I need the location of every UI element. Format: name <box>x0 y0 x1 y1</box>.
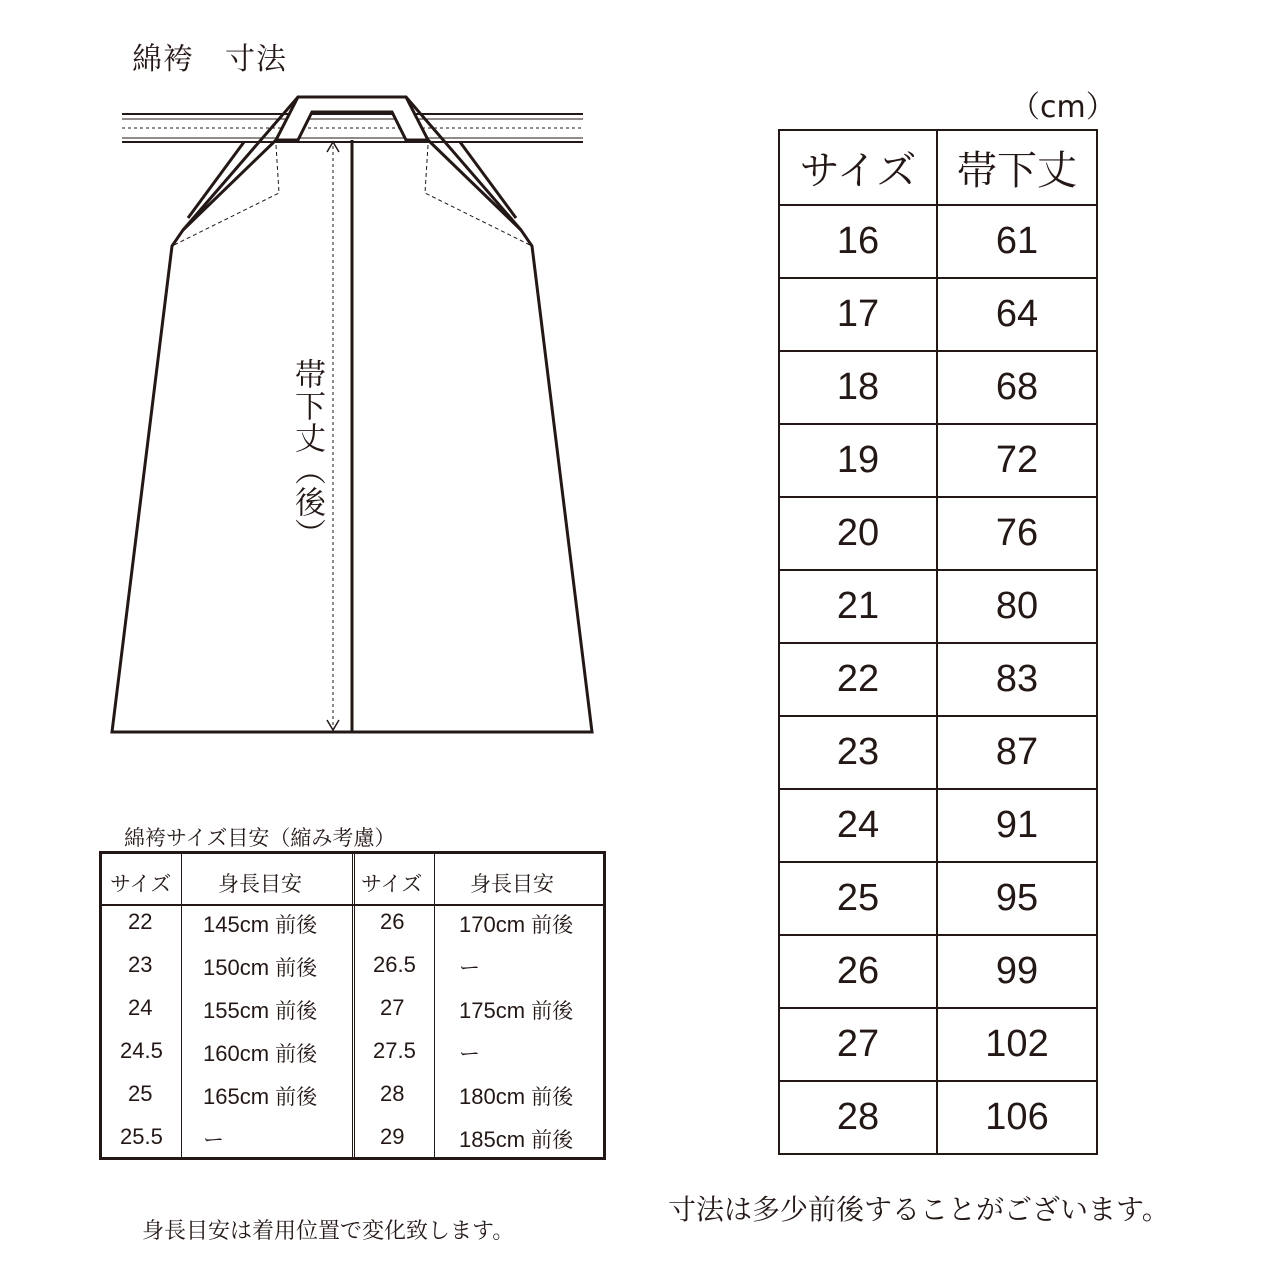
guide-height-cell: 175cm 前後 <box>459 998 574 1023</box>
guide-height-cell: 185cm 前後 <box>459 1127 574 1152</box>
guide-size-cell: 28 <box>380 1081 405 1106</box>
guide-height-cell: 165cm 前後 <box>203 1084 318 1109</box>
size-cell: 18 <box>779 351 937 424</box>
length-cell: 64 <box>937 278 1097 351</box>
guide-size-cell: 25.5 <box>120 1124 163 1149</box>
guide-height-cell: ー <box>203 1128 224 1152</box>
length-cell: 83 <box>937 643 1097 716</box>
size-cell: 24 <box>779 789 937 862</box>
guide-size-cell: 26.5 <box>373 952 416 977</box>
length-cell: 106 <box>937 1081 1097 1154</box>
guide-size-cell: 22 <box>128 909 153 934</box>
size-cell: 23 <box>779 716 937 789</box>
length-cell: 80 <box>937 570 1097 643</box>
guide-height-cell: 155cm 前後 <box>203 998 318 1023</box>
header-height: 身長目安 <box>470 872 554 896</box>
header-size: サイズ <box>361 872 423 896</box>
length-label: 帯下丈（後） <box>289 358 325 550</box>
table-row <box>779 862 1097 935</box>
guide-height-cell: 145cm 前後 <box>203 912 318 937</box>
size-cell: 22 <box>779 643 937 716</box>
header-size: サイズ <box>779 130 937 205</box>
page-title: 綿袴 寸法 <box>132 42 287 77</box>
table-row <box>779 351 1097 424</box>
guide-size-cell: 24 <box>128 995 153 1020</box>
column-divider <box>181 854 182 1157</box>
size-cell: 28 <box>779 1081 937 1154</box>
length-cell: 102 <box>937 1008 1097 1081</box>
guide-height-cell: ー <box>459 1042 480 1066</box>
table-row <box>779 1008 1097 1081</box>
length-cell: 61 <box>937 205 1097 278</box>
header-length: 帯下丈 <box>937 130 1097 205</box>
length-cell: 91 <box>937 789 1097 862</box>
length-cell: 87 <box>937 716 1097 789</box>
measurement-note: 寸法は多少前後することがございます。 <box>668 1193 1170 1226</box>
size-cell: 16 <box>779 205 937 278</box>
guide-height-cell: 180cm 前後 <box>459 1084 574 1109</box>
table-row <box>779 424 1097 497</box>
size-cell: 27 <box>779 1008 937 1081</box>
guide-size-cell: 24.5 <box>120 1038 163 1063</box>
guide-table-caption: 綿袴サイズ目安（縮み考慮） <box>124 826 396 850</box>
guide-height-cell: 160cm 前後 <box>203 1041 318 1066</box>
table-header-row <box>779 130 1097 205</box>
size-length-table <box>778 129 1098 1155</box>
length-cell: 99 <box>937 935 1097 1008</box>
unit-label: （cm） <box>1010 90 1116 125</box>
header-size: サイズ <box>110 872 172 896</box>
size-cell: 21 <box>779 570 937 643</box>
guide-size-cell: 27 <box>380 995 405 1020</box>
length-cell: 76 <box>937 497 1097 570</box>
table-row <box>779 716 1097 789</box>
length-cell: 95 <box>937 862 1097 935</box>
table-row <box>779 789 1097 862</box>
size-cell: 17 <box>779 278 937 351</box>
column-divider <box>434 854 435 1157</box>
guide-height-cell: 170cm 前後 <box>459 912 574 937</box>
guide-size-cell: 26 <box>380 909 405 934</box>
table-row <box>779 1081 1097 1154</box>
table-row <box>779 205 1097 278</box>
table-row <box>779 643 1097 716</box>
guide-size-cell: 25 <box>128 1081 153 1106</box>
table-row <box>779 497 1097 570</box>
table-row <box>779 570 1097 643</box>
table-row <box>779 278 1097 351</box>
guide-size-cell: 27.5 <box>373 1038 416 1063</box>
size-guide-table <box>99 851 606 1160</box>
size-cell: 20 <box>779 497 937 570</box>
guide-height-cell: 150cm 前後 <box>203 955 318 980</box>
size-cell: 19 <box>779 424 937 497</box>
size-cell: 25 <box>779 862 937 935</box>
length-cell: 68 <box>937 351 1097 424</box>
header-height: 身長目安 <box>218 872 302 896</box>
guide-size-cell: 23 <box>128 952 153 977</box>
length-cell: 72 <box>937 424 1097 497</box>
height-guide-note: 身長目安は着用位置で変化致します。 <box>142 1219 515 1244</box>
guide-height-cell: ー <box>459 956 480 980</box>
table-row <box>779 935 1097 1008</box>
center-divider <box>352 854 355 1157</box>
size-cell: 26 <box>779 935 937 1008</box>
guide-size-cell: 29 <box>380 1124 405 1149</box>
